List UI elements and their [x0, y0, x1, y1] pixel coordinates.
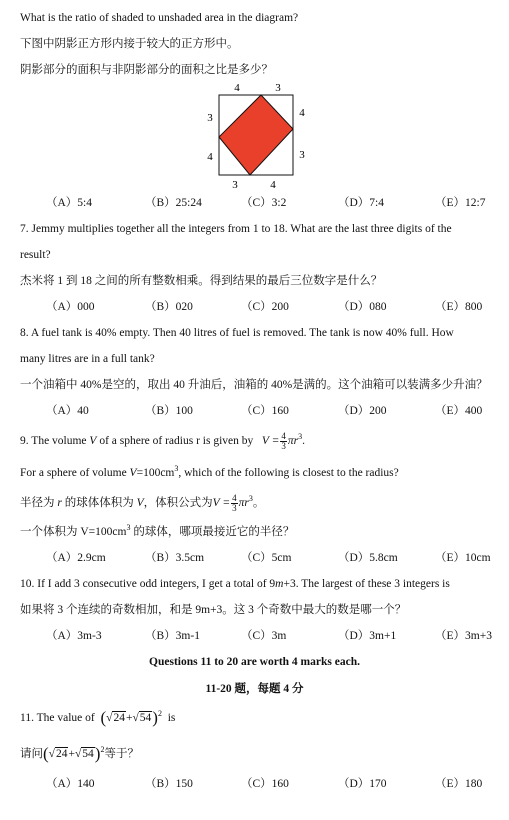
q9-formula-lhs: V = [261, 435, 280, 448]
q7-chinese: 杰米将 1 到 18 之间的所有整数相乘。得到结果的最后三位数字是什么？ [20, 275, 383, 287]
q8-option-a[interactable]: （A）40 [46, 405, 89, 417]
q9-var-v-2: V [129, 467, 137, 479]
q11-exponent: 2 [157, 709, 162, 718]
q9-option-b[interactable]: （B）3.5cm [145, 552, 205, 564]
q7-option-b[interactable]: （B）020 [145, 301, 193, 313]
q10-english [20, 577, 450, 592]
q8-english-1: 8. A fuel tank is 40% empty. Then 40 litres of fuel is removed. The tank is now 40% full. How [20, 327, 454, 339]
q9-cn2-text-2: 的球体，哪项最接近它的半径？ [130, 526, 295, 538]
q10-option-e[interactable]: （E）3m+3 [435, 630, 492, 642]
q11-option-b[interactable]: （B）150 [145, 778, 193, 790]
q11-radicand-1: 24 [113, 712, 125, 724]
q11-option-e[interactable]: （E）180 [435, 778, 483, 790]
q9-option-e[interactable]: （E）10cm [435, 552, 491, 564]
q9-cn1-formula-exp: 3 [248, 494, 253, 504]
q9-cn1-fraction [231, 494, 238, 513]
q11-en-text-2: is [167, 712, 176, 724]
q11-cn-exponent: 2 [100, 745, 105, 754]
q9-en2-exp: 3 [174, 464, 179, 473]
q10-option-b[interactable]: （B）3m-1 [145, 630, 200, 642]
label-top-left: 4 [234, 82, 240, 94]
q10-en-text-2: +3. The largest of these 3 integers is [283, 578, 450, 590]
q6-options [46, 196, 486, 211]
q8-chinese: 一个油箱中 40%是空的，取出 40 升油后，油箱的 40%是满的。这个油箱可以装满多少升油？ [20, 379, 488, 391]
q11-cn-radicand-1: 24 [55, 748, 68, 760]
q9-en1-text: 9. The volume [20, 435, 90, 448]
q11-cn-text-2: 等于？ [104, 748, 139, 760]
q9-cn1-formula-lhs: V = [212, 497, 231, 510]
q7-options [46, 300, 486, 315]
q11-plus: + [125, 712, 133, 724]
q9-cn1-c: ，体积公式为 [143, 497, 213, 510]
q9-option-d[interactable]: （D）5.8cm [338, 552, 398, 564]
q9-frac-den: 3 [281, 441, 286, 451]
q9-en1-text-2: of a sphere of radius r is given by [96, 435, 254, 448]
q9-english-1 [20, 432, 305, 451]
label-left-top: 3 [207, 112, 213, 124]
q6-option-e[interactable]: （E）12:7 [435, 197, 486, 209]
q8-option-b[interactable]: （B）100 [145, 405, 193, 417]
q9-cn2-exp: 3 [126, 523, 131, 532]
q11-chinese [20, 746, 139, 762]
q9-formula [261, 431, 305, 451]
label-bottom-right: 4 [270, 179, 276, 191]
label-top-right: 3 [275, 82, 281, 94]
q9-cn1-end: 。 [252, 497, 265, 510]
q11-cn-plus: + [68, 748, 75, 760]
q7-option-c[interactable]: （C）200 [241, 301, 289, 313]
q11-expression: $(√24+√54)^2$ [100, 708, 162, 727]
q11-options [46, 777, 486, 792]
q6-chinese-1: 下图中阴影正方形内接于较大的正方形中。 [20, 38, 239, 50]
q6-option-d[interactable]: （D）7:4 [338, 197, 384, 209]
q6-option-a[interactable]: （A）5:4 [46, 197, 92, 209]
q7-option-a[interactable]: （A）000 [46, 301, 95, 313]
q8-options [46, 404, 486, 419]
q10-en-text: 10. If I add 3 consecutive odd integers, I get a total of 9 [20, 578, 276, 590]
q9-english-2 [20, 466, 399, 481]
label-left-bottom: 4 [207, 151, 213, 163]
q10-option-a[interactable]: （A）3m-3 [46, 630, 102, 642]
q9-en2-value: =100cm [136, 467, 175, 479]
q9-fraction [280, 432, 287, 451]
q10-options [46, 629, 492, 644]
q8-option-c[interactable]: （C）160 [241, 405, 289, 417]
q11-cn-text: 请问 [20, 748, 43, 760]
q7-english-1: 7. Jemmy multiplies together all the integers from 1 to 18. What are the last three digits of the [20, 223, 452, 235]
q9-cn1-frac-den: 3 [232, 503, 237, 513]
q7-option-d[interactable]: （D）080 [338, 301, 387, 313]
q9-cn2-text: 一个体积为 V=100cm [20, 526, 127, 538]
q9-formula-exp: 3 [298, 432, 303, 442]
q9-option-a[interactable]: （A）2.9cm [46, 552, 106, 564]
q9-cn1-r: r [57, 497, 62, 510]
q11-option-d[interactable]: （D）170 [338, 778, 387, 790]
q11-cn-radicand-2: 54 [82, 748, 94, 760]
q9-cn1-b: 的球体体积为 [61, 497, 137, 510]
label-right-bottom: 3 [299, 149, 305, 161]
q9-options [46, 551, 491, 566]
shaded-square [219, 95, 293, 175]
q10-var-m: m [275, 578, 284, 590]
q11-option-c[interactable]: （C）160 [241, 778, 289, 790]
q11-english [20, 710, 175, 726]
q11-radicand-2: 54 [139, 712, 152, 724]
q9-cn1-formula-rhs: πr [238, 497, 249, 510]
q9-cn1-a: 半径为 [20, 497, 58, 510]
q9-cn1-frac-num: 4 [232, 493, 237, 503]
q8-option-d[interactable]: （D）200 [338, 405, 387, 417]
q7-option-e[interactable]: （E）800 [435, 301, 483, 313]
q9-formula-end: . [302, 435, 305, 448]
q6-english: What is the ratio of shaded to unshaded area in the diagram? [20, 12, 299, 24]
q9-en2-text-2: , which of the following is closest to the radius? [178, 467, 399, 479]
q11-option-a[interactable]: （A）140 [46, 778, 95, 790]
q9-var-v: V [89, 435, 97, 448]
q10-chinese: 如果将 3 个连续的奇数相加，和是 9m+3。这 3 个奇数中最大的数是哪一个？ [20, 604, 407, 616]
q11-en-text: 11. The value of [20, 712, 95, 724]
q10-option-c[interactable]: （C）3m [241, 630, 287, 642]
q6-option-b[interactable]: （B）25:24 [145, 197, 202, 209]
q9-cn1-v: V [136, 497, 144, 510]
q9-en2-text: For a sphere of volume [20, 467, 130, 479]
label-bottom-left: 3 [232, 179, 238, 191]
q10-option-d[interactable]: （D）3m+1 [338, 630, 397, 642]
q7-english-2: result? [20, 249, 51, 261]
q9-formula-rhs: πr [287, 435, 299, 448]
q9-chinese-1 [20, 494, 264, 513]
q6-diagram [196, 80, 314, 192]
label-right-top: 4 [299, 107, 305, 119]
q6-option-c[interactable]: （C）3:2 [241, 197, 287, 209]
q6-chinese-2: 阴影部分的面积与非阴影部分的面积之比是多少？ [20, 64, 273, 76]
q9-option-c[interactable]: （C）5cm [241, 552, 292, 564]
section-header-chinese: 11-20 题，每题 4 分 [205, 683, 304, 695]
q9-chinese-2 [20, 525, 294, 540]
q9-frac-num: 4 [281, 431, 286, 441]
q11-cn-expression: $(√24+√54)^2$ [43, 744, 105, 763]
q8-english-2: many litres are in a full tank? [20, 353, 155, 365]
q8-option-e[interactable]: （E）400 [435, 405, 483, 417]
section-header-english: Questions 11 to 20 are worth 4 marks each. [149, 656, 360, 668]
